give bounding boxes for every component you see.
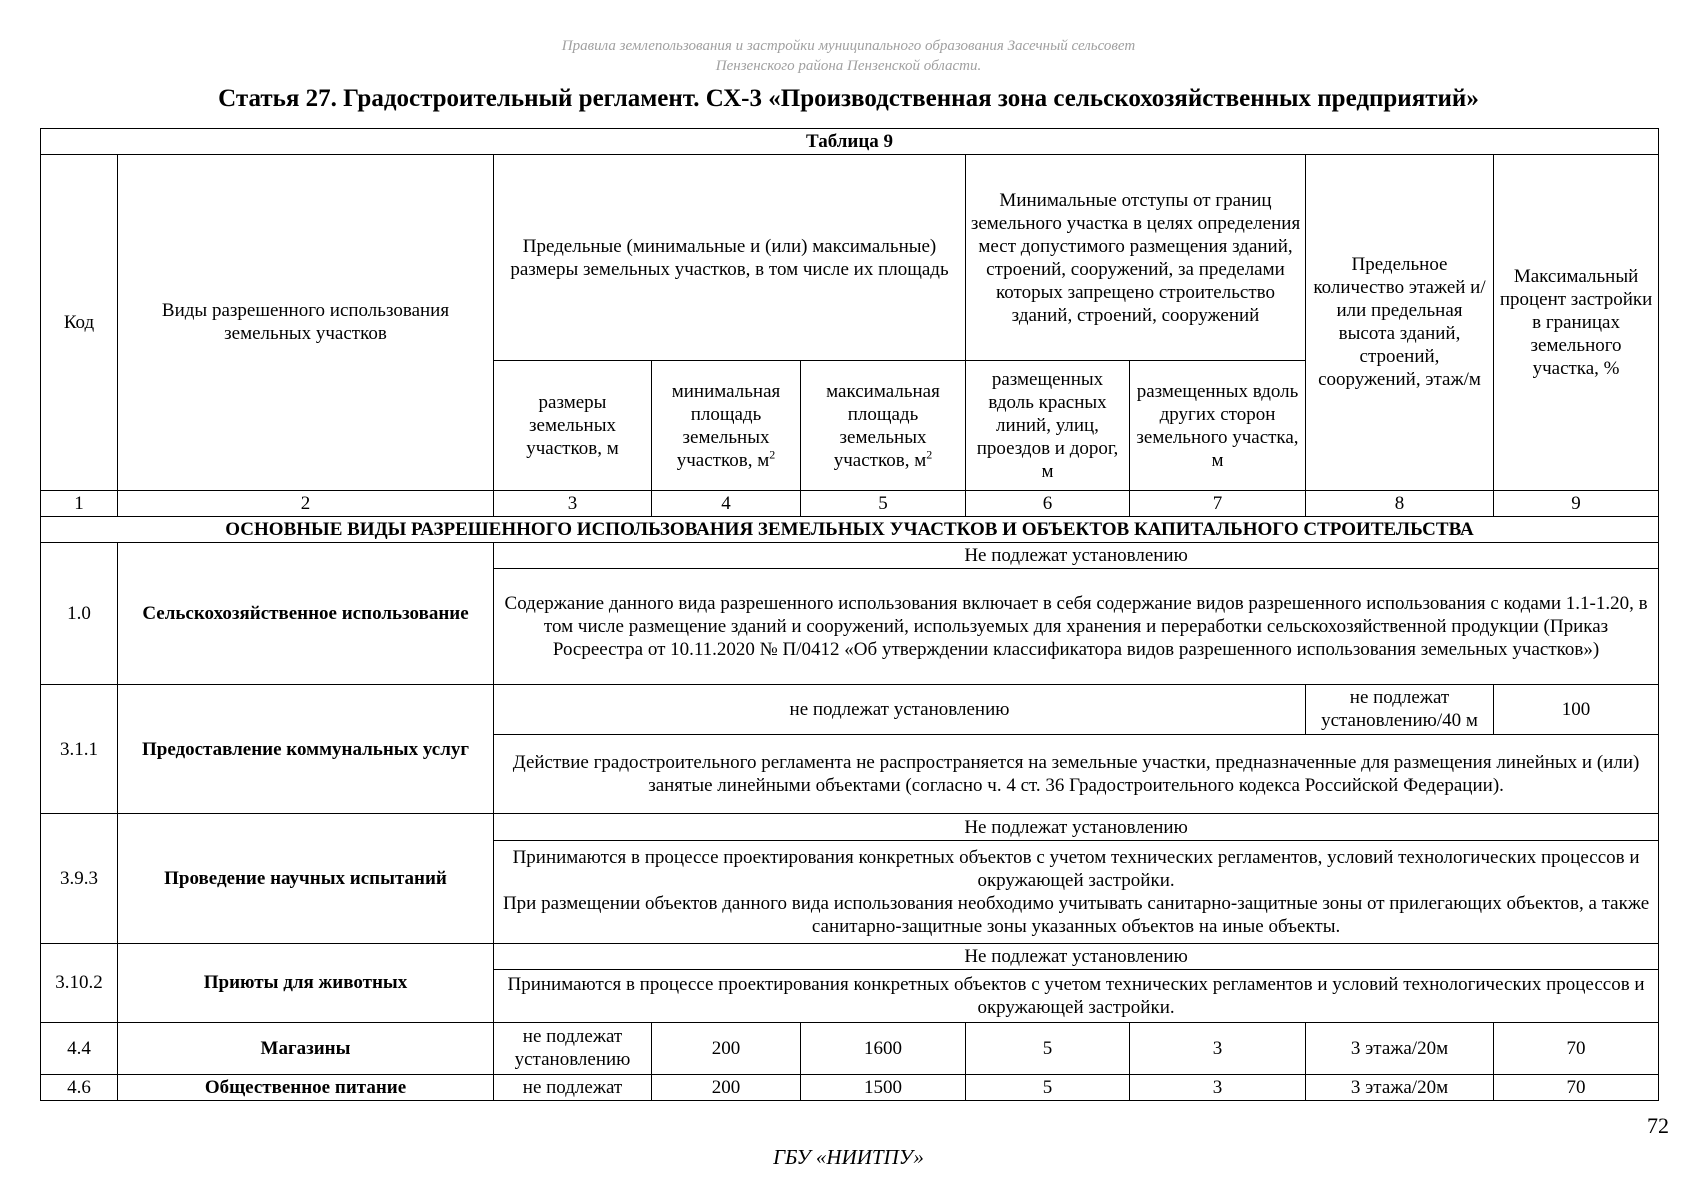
row-status: Не подлежат установлению bbox=[494, 543, 1659, 569]
header-plot-sizes-group: Предельные (минимальные и (или) максимальные) размеры земельных участков, в том числе их площадь bbox=[494, 155, 966, 361]
column-number: 8 bbox=[1306, 490, 1494, 516]
row-description-part2: При размещении объектов данного вида использования необходимо учитывать санитарно-защитные зоны от прилегающих объектов, а также санитарно-защитные зоны указанных объектов на иные объекты. bbox=[502, 892, 1650, 937]
row-name: Магазины bbox=[118, 1022, 494, 1074]
table-row bbox=[41, 1074, 1659, 1100]
row-coverage: 70 bbox=[1494, 1074, 1659, 1100]
row-code: 3.10.2 bbox=[41, 944, 118, 1022]
column-number: 2 bbox=[118, 490, 494, 516]
row-code: 3.9.3 bbox=[41, 814, 118, 944]
header-max-coverage: Максимальный процент застройки в границах земельного участка, % bbox=[1494, 155, 1659, 491]
page-number: 72 bbox=[1647, 1113, 1669, 1138]
row-max-area: 1500 bbox=[801, 1074, 966, 1100]
row-coverage: 70 bbox=[1494, 1022, 1659, 1074]
header-watermark-line1: Правила землепользования и застройки муниципального образования Засечный сельсовет bbox=[561, 38, 1136, 54]
row-floors: не подлежат установлению/40 м bbox=[1306, 684, 1494, 734]
row-name: Общественное питание bbox=[118, 1074, 494, 1100]
regulation-table bbox=[40, 128, 1659, 1101]
footer-organization: ГБУ «НИИТПУ» bbox=[773, 1145, 924, 1169]
header-setbacks-group: Минимальные отступы от границ земельного участка в целях определения мест допустимого размещения зданий, строений, сооружений, за пределами которых запрещено строительство зданий, строений, сооружений bbox=[966, 155, 1306, 361]
row-min-area: 200 bbox=[652, 1074, 801, 1100]
header-code: Код bbox=[41, 155, 118, 491]
column-numbers-row bbox=[41, 490, 1659, 516]
header-max-area: максимальная площадь земельных участков, $м^2$ bbox=[801, 361, 966, 491]
row-plot-size: не подлежат установлению bbox=[494, 1022, 652, 1074]
row-name: Проведение научных испытаний bbox=[118, 814, 494, 944]
row-code: 1.0 bbox=[41, 543, 118, 685]
row-name: Предоставление коммунальных услуг bbox=[118, 684, 494, 814]
row-setback-other: 3 bbox=[1130, 1074, 1306, 1100]
row-plot-size: не подлежат bbox=[494, 1074, 652, 1100]
row-code: 4.6 bbox=[41, 1074, 118, 1100]
row-name: Сельскохозяйственное использование bbox=[118, 543, 494, 685]
article-title: Статья 27. Градостроительный регламент. СХ-3 «Производственная зона сельскохозяйственных предприятий» bbox=[218, 85, 1479, 112]
table-label: Таблица 9 bbox=[41, 129, 1659, 155]
row-code: 3.1.1 bbox=[41, 684, 118, 814]
column-number: 9 bbox=[1494, 490, 1659, 516]
row-description: Принимаются в процессе проектирования конкретных объектов с учетом технических регламентов и условий технологических процессов и окружающей застройки. bbox=[494, 970, 1659, 1022]
header-plot-size: размеры земельных участков, м bbox=[494, 361, 652, 491]
row-max-area: 1600 bbox=[801, 1022, 966, 1074]
table-row bbox=[41, 684, 1659, 734]
row-min-area: 200 bbox=[652, 1022, 801, 1074]
column-number: 1 bbox=[41, 490, 118, 516]
table-row bbox=[41, 1022, 1659, 1074]
column-number: 6 bbox=[966, 490, 1130, 516]
header-setback-red-lines: размещенных вдоль красных линий, улиц, проездов и дорог, м bbox=[966, 361, 1130, 491]
row-floors: 3 этажа/20м bbox=[1306, 1022, 1494, 1074]
row-status: Не подлежат установлению bbox=[494, 944, 1659, 970]
row-setback-red: 5 bbox=[966, 1022, 1130, 1074]
row-code: 4.4 bbox=[41, 1022, 118, 1074]
row-description: Содержание данного вида разрешенного использования включает в себя содержание видов разрешенного использования с кодами 1.1-1.20, в том числе размещение зданий и сооружений, используемых для хранения и переработки сельскохозяйственной продукции (Приказ Росреестра от 10.11.2020 № П/0412 «Об утверждении классификатора видов разрешенного использования земельных участков») bbox=[494, 569, 1659, 685]
header-watermark-line2: Пензенского района Пензенской области. bbox=[715, 58, 982, 74]
row-description bbox=[494, 840, 1659, 944]
table-row bbox=[41, 543, 1659, 569]
column-number: 4 bbox=[652, 490, 801, 516]
header-setback-other: размещенных вдоль других сторон земельного участка, м bbox=[1130, 361, 1306, 491]
row-description-part1: Принимаются в процессе проектирования конкретных объектов с учетом технических регламентов, условий технологических процессов и окружающей застройки. bbox=[512, 846, 1640, 891]
header-max-floors: Предельное количество этажей и/или предельная высота зданий, строений, сооружений, этаж/м bbox=[1306, 155, 1494, 491]
column-number: 3 bbox=[494, 490, 652, 516]
row-description: Действие градостроительного регламента не распространяется на земельные участки, предназначенные для размещения линейных и (или) занятые линейными объектами (согласно ч. 4 ст. 36 Градостроительного кодекса Российской Федерации). bbox=[494, 735, 1659, 814]
header-min-area: минимальная площадь земельных участков, $м^2$ bbox=[652, 361, 801, 491]
table-row bbox=[41, 814, 1659, 840]
column-number: 7 bbox=[1130, 490, 1306, 516]
row-status: не подлежат установлению bbox=[494, 684, 1306, 734]
row-status: Не подлежат установлению bbox=[494, 814, 1659, 840]
header-use-types: Виды разрешенного использования земельных участков bbox=[118, 155, 494, 491]
row-floors: 3 этажа/20м bbox=[1306, 1074, 1494, 1100]
column-number: 5 bbox=[801, 490, 966, 516]
row-setback-red: 5 bbox=[966, 1074, 1130, 1100]
table-row bbox=[41, 944, 1659, 970]
row-setback-other: 3 bbox=[1130, 1022, 1306, 1074]
section-title: ОСНОВНЫЕ ВИДЫ РАЗРЕШЕННОГО ИСПОЛЬЗОВАНИЯ ЗЕМЕЛЬНЫХ УЧАСТКОВ И ОБЪЕКТОВ КАПИТАЛЬНОГО СТРОИТЕЛЬСТВА bbox=[41, 516, 1659, 542]
row-coverage: 100 bbox=[1494, 684, 1659, 734]
row-name: Приюты для животных bbox=[118, 944, 494, 1022]
